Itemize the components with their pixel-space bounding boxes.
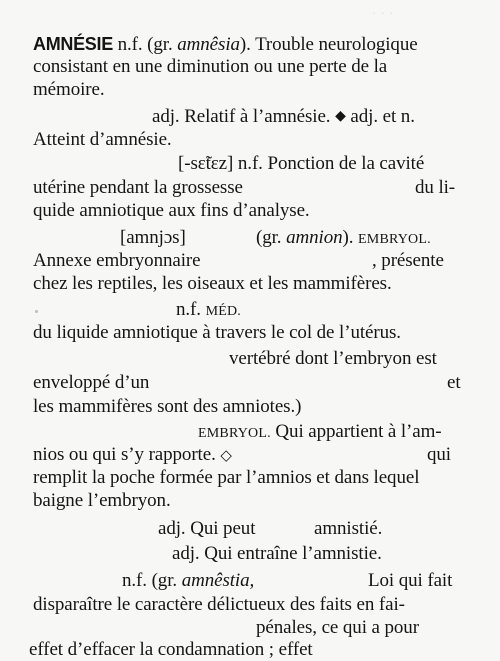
entry-amniotique-line-2a — [33, 444, 232, 467]
headword-amnesie: AMNÉSIE — [33, 34, 113, 54]
entry-amniote-line-3: les mammifères sont des amniotes.) — [33, 396, 302, 417]
entry-amniocentese-line-1: [-sɛ̃tɛz] n.f. Ponction de la cavité — [178, 153, 425, 174]
entry-amnesie-line-1 — [33, 33, 418, 56]
grammar-label: n.f. — [176, 299, 206, 320]
print-speck — [35, 310, 38, 313]
entry-amnistie-line-3: pénales, ce qui a pour — [256, 617, 419, 638]
entry-amnios-line-1 — [256, 227, 431, 251]
entry-amniote-line-1: vertébré dont l’embryon est — [229, 348, 437, 369]
entry-amniotique-line-1 — [198, 421, 442, 445]
definition-text: adj. Relatif à l’amnésie. — [152, 106, 336, 127]
entry-amnistie-line-1a — [122, 570, 254, 592]
grammar-label: n.f. (gr. — [122, 570, 182, 591]
entry-amnios-pronunciation: [amnjɔs] — [120, 227, 186, 248]
entry-amnistiant-line-1: adj. Qui entraîne l’amnistie. — [172, 543, 382, 564]
entry-amnioscopie-line-1 — [176, 299, 241, 323]
entry-amniotique-line-4: baigne l’embryon. — [33, 490, 171, 511]
show-through-mark: · · · — [372, 4, 394, 20]
entry-amnistiable-line-1b: amnistié. — [314, 518, 383, 539]
grammar-label: n.f. (gr. — [112, 34, 178, 55]
entry-amnistie-line-1b: Loi qui fait — [368, 570, 453, 591]
entry-amnistiable-line-1a: adj. Qui peut — [158, 518, 256, 539]
entry-amnioscopie-line-2: du liquide amniotique à travers le col de l’utérus. — [33, 322, 401, 343]
entry-amniocentese-line-2a: utérine pendant la grossesse — [33, 177, 243, 198]
diamond-icon: ◆ — [335, 109, 346, 124]
etymology-close: ). — [342, 227, 359, 248]
definition-text: nios ou qui s’y rapporte. — [33, 444, 221, 465]
entry-amniocentese-line-2b: du li- — [415, 177, 456, 198]
entry-amnistie-line-2: disparaître le caractère délictueux des faits en fai- — [33, 594, 405, 615]
entry-amniote-line-2b: et — [447, 372, 461, 393]
domain-label-embryol: EMBRYOL. — [358, 232, 431, 247]
entry-amnesique-line-1 — [152, 106, 415, 130]
etymology-prefix: (gr. — [256, 227, 287, 248]
entry-amnesie-line-2: consistant en une diminution ou une perte de la — [33, 56, 388, 77]
definition-text: ). Trouble neurologique — [239, 34, 418, 55]
entry-amniote-line-2a: enveloppé d’un — [33, 372, 150, 393]
entry-amnesique-line-2: Atteint d’amnésie. — [33, 129, 172, 150]
etymology-amnesia: amnêsia — [177, 34, 240, 55]
domain-label-embryol: EMBRYOL. — [198, 426, 271, 441]
entry-amnios-line-3: chez les reptiles, les oiseaux et les mammifères. — [33, 273, 392, 294]
grammar-label: adj. et n. — [345, 106, 415, 127]
etymology-amnestia: amnêstia, — [181, 570, 255, 591]
open-diamond-icon: ◇ — [220, 448, 232, 464]
entry-amniotique-line-3: remplit la poche formée par l’amnios et dans lequel — [33, 467, 420, 488]
entry-amnios-line-2b: , présente — [372, 250, 444, 271]
domain-label-med: MÉD. — [205, 304, 241, 319]
etymology-amnion: amnion — [286, 227, 343, 248]
definition-text: Qui appartient à l’am- — [270, 421, 442, 442]
entry-amniocentese-line-3: quide amniotique aux fins d’analyse. — [33, 200, 310, 221]
entry-amnistie-line-4: effet d’effacer la condamnation ; effet — [29, 639, 313, 660]
entry-amnios-line-2a: Annexe embryonnaire — [33, 250, 201, 271]
entry-amniotique-line-2b: qui — [427, 444, 451, 465]
entry-amnesie-line-3: mémoire. — [33, 79, 105, 100]
